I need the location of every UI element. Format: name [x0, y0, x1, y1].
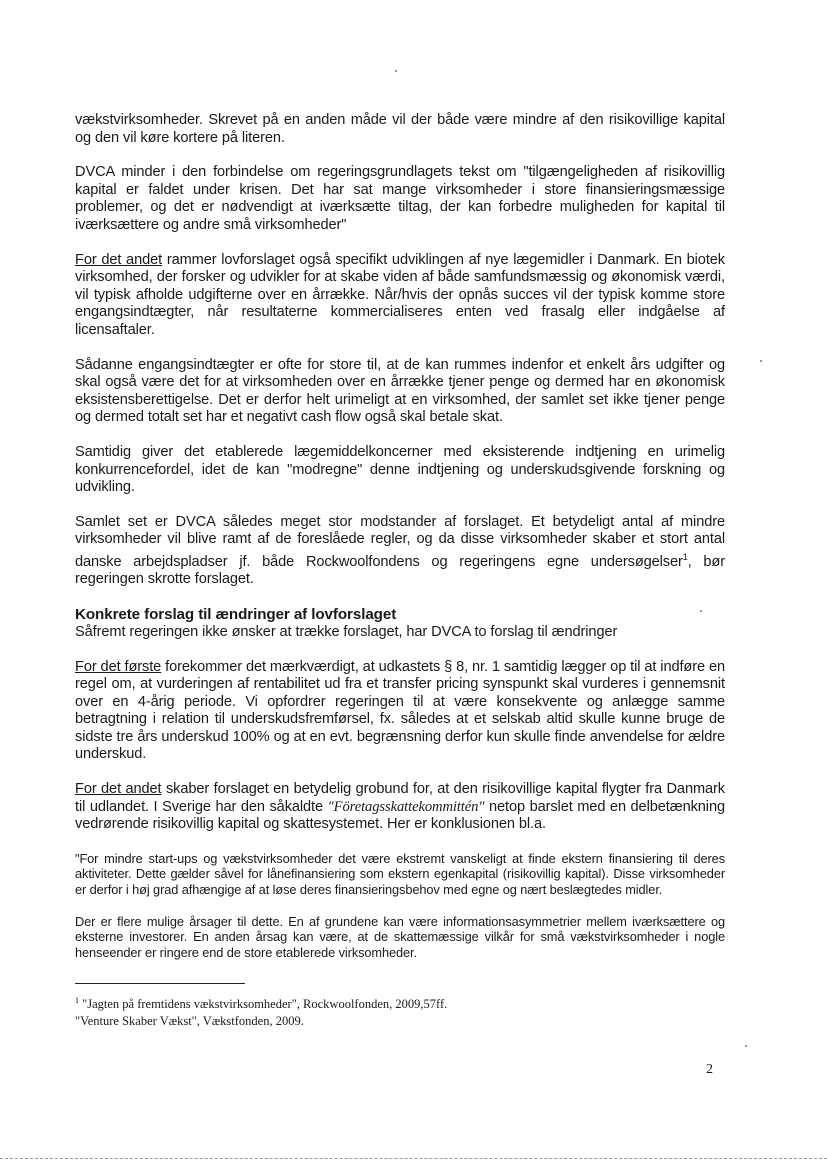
quote-paragraph-1: "For mindre start-ups og vækstvirksomheder det være ekstremt vanskeligt at finde ekstern finansiering til deres aktiviteter. Dette gælder såvel for lånefinansiering som ekstern egenkapital (risikovillig kapital). Disse virksomheder er derfor i høj grad afhængige af at løse deres finansieringsbehov med egne og nært beslægtedes midler.: [75, 850, 725, 897]
footnotes: [75, 992, 675, 1030]
footnote-divider: [75, 983, 245, 984]
paragraph-2: DVCA minder i den forbindelse om regeringsgrundlagets tekst om "tilgængeligheden af risikovillig kapital er faldet under krisen. Det har sat mange virksomheder i store finansieringsmæssige problemer, og det er nødvendigt at iværksætte tiltag, der kan forbedre muligheden for kapital til iværksættere og andre små virksomheder": [75, 164, 725, 233]
scan-speck: [700, 610, 702, 612]
scan-speck: [760, 360, 762, 362]
scan-speck: [395, 70, 397, 72]
footnote-text: "Venture Skaber Vækst", Vækstfonden, 2009.: [75, 1014, 304, 1029]
paragraph-3-body: rammer lovforslaget også specifikt udviklingen af nye lægemidler i Danmark. En biotek virksomhed, der forsker og udvikler for at skabe viden af både samfundsmæssig og økonomisk værdi, vil typisk afholde udgifterne over en årrække. Når/hvis der opnås succes vil der typisk komme store engangsindtægter, når resultaterne kommercialiseres enten ved frasalg eller indgåelse af licensaftaler.: [75, 251, 725, 338]
paragraph-7-body: forekommer det mærkværdigt, at udkastets § 8, nr. 1 samtidig lægger op til at indføre en regel om, at vurderingen af rentabilitet ud fra et transfer pricing synspunkt skal vurderes i gennemsnit over en 4-årig periode. Vi opfordrer regeringen til at være konsekvente og anlægge samme betragtning i relation til underskudsfremførsel, fx. således at et selskab altid skulle kunne bruge de sidste tre års underskud 100% og at en evt. begrænsning derfor kun skulle finde anvendelse for ældre underskud.: [75, 658, 726, 763]
section-heading: Konkrete forslag til ændringer af lovforslaget: [75, 605, 397, 623]
paragraph-3-lead: For det andet: [75, 251, 163, 268]
quotation-block: [75, 851, 725, 960]
paragraph-6: [75, 514, 725, 589]
paragraph-4: Sådanne engangsindtægter er ofte for store til, at de kan rummes indenfor et enkelt års udgifter og skal også være det for at virksomheden over en årrække tjener penge og dermed har en økonomisk eksistensberettigelse. Det er derfor helt urimeligt at en virksomhed, der samlet set ikke tjener penge og dermed totalt set har et negativt cash flow også skal betale skat.: [75, 356, 725, 426]
page-number: 2: [706, 1062, 713, 1077]
body-text: [75, 112, 725, 977]
footnote-mark: 1: [75, 996, 79, 1005]
scan-edge-line: [0, 1158, 827, 1159]
footnote-2: [75, 1013, 675, 1030]
paragraph-7: [75, 659, 725, 765]
paragraph-8-end: netop barslet med en delbetænkning vedrørende risikovillig kapital og skattesystemet. Her er konklusionen bl.a.: [75, 798, 725, 833]
paragraph-8-lead: For det andet: [75, 781, 162, 798]
scan-speck: [745, 1045, 747, 1047]
paragraph-6-body: Samlet set er DVCA således meget stor modstander af forslaget. Et betydeligt antal af mindre virksomheder vil blive ramt af de foreslåede regler, og da disse virksomheder skaber et stort antal danske arbejdspladser jf. både Rockwoolfondens og regeringens egne undersøgelser: [75, 513, 725, 570]
quote-paragraph-2: Der er flere mulige årsager til dette. En af grundene kan være informationsasymmetrier mellem iværksættere og eksterne investorer. En anden årsag kan være, at de skattemæssige vilkår for små vækstvirksomheder i nogle henseender er ringere end de store etablerede virksomheder.: [75, 914, 725, 960]
committee-name: "Företagsskattekommittén": [327, 798, 485, 815]
paragraph-8-body: skaber forslaget en betydelig grobund for, at den risikovillige kapital flygter fra Danmark til udlandet. I Sverige har den såkaldte: [75, 781, 725, 815]
paragraph-3: [75, 252, 725, 340]
paragraph-5: Samtidig giver det etablerede lægemiddelkoncerner med eksisterende indtjening en urimelig konkurrencefordel, idet de kan "modregne" denne indtjening og underskudsgivende forskning og udvikling.: [75, 443, 725, 496]
footnote-text: "Jagten på fremtidens vækstvirksomheder", Rockwoolfonden, 2009,57ff.: [82, 997, 448, 1012]
footnote-ref-1: 1: [682, 551, 688, 562]
section-intro: Såfremt regeringen ikke ønsker at trække forslaget, har DVCA to forslag til ændringer: [75, 623, 618, 640]
paragraph-8: [75, 781, 725, 834]
paragraph-7-lead: For det første: [75, 658, 162, 675]
footnote-1: [75, 992, 675, 1013]
paragraph-1: vækstvirksomheder. Skrevet på en anden måde vil der både være mindre af den risikovillige kapital og den vil køre kortere på literen.: [75, 112, 725, 146]
paragraph-6-end: , bør regeringen skrotte forslaget.: [75, 553, 725, 588]
